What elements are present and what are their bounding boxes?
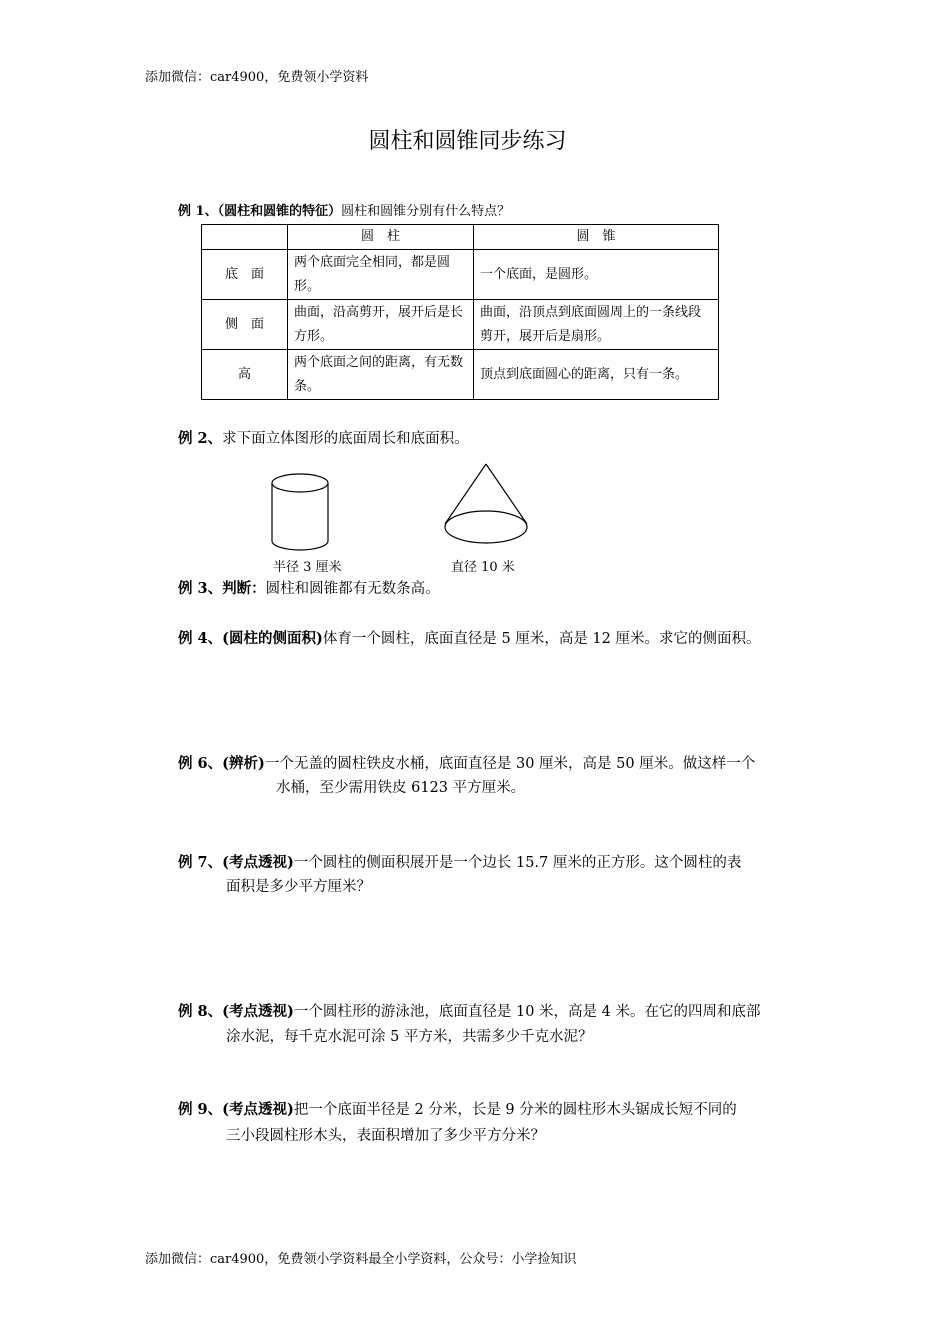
example-question: 体育一个圆柱，底面直径是 5 厘米，高是 12 厘米。求它的侧面积。 xyxy=(322,631,761,647)
example-3 xyxy=(178,576,440,602)
feature-table xyxy=(201,224,719,400)
example-9 xyxy=(178,1097,737,1123)
cone-caption: 直径 10 米 xyxy=(451,560,515,575)
example-topic: (考点透视) xyxy=(222,1003,294,1020)
example-topic: 判断： xyxy=(222,580,266,597)
cone-cell: 一个底面，是圆形。 xyxy=(474,250,719,300)
cone-figure xyxy=(440,460,534,554)
example-6 xyxy=(178,751,755,777)
example-question: 圆柱和圆锥分别有什么特点？ xyxy=(341,204,511,219)
example-label: 例 2、 xyxy=(178,430,223,447)
example-line-1: 把一个底面半径是 2 分米，长是 9 分米的圆柱形木头锯成长短不同的 xyxy=(293,1102,737,1118)
row-header: 高 xyxy=(202,350,288,400)
example-question: 圆柱和圆锥都有无数条高。 xyxy=(265,581,440,597)
table-row xyxy=(202,300,719,350)
example-topic: (辨析) xyxy=(222,755,265,772)
example-label: 例 3、 xyxy=(178,580,223,597)
example-label: 例 6、 xyxy=(178,755,223,772)
table-row xyxy=(202,350,719,400)
table-row xyxy=(202,250,719,300)
example-line-1: 一个圆柱的侧面积展开是一个边长 15.7 厘米的正方形。这个圆柱的表 xyxy=(293,855,742,871)
example-label: 例 4、 xyxy=(178,630,223,647)
example-question: 求下面立体图形的底面周长和底面积。 xyxy=(222,431,469,447)
table-header-cone: 圆 锥 xyxy=(474,225,719,250)
example-7-line-2: 面积是多少平方厘米？ xyxy=(226,879,371,895)
row-header: 侧 面 xyxy=(202,300,288,350)
example-line-1: 一个无盖的圆柱铁皮水桶，底面直径是 30 厘米，高是 50 厘米。做这样一个 xyxy=(264,756,756,772)
page-header: 添加微信：car4900，免费领小学资料 xyxy=(145,70,369,85)
table-header-row xyxy=(202,225,719,250)
example-topic: (考点透视) xyxy=(222,1101,294,1118)
example-label: 例 9、 xyxy=(178,1101,223,1118)
example-label: 例 7、 xyxy=(178,854,223,871)
page-title: 圆柱和圆锥同步练习 xyxy=(368,129,567,154)
example-2 xyxy=(178,426,469,452)
cylinder-figure xyxy=(265,460,345,554)
example-label: 例 8、 xyxy=(178,1003,223,1020)
example-topic: （圆柱和圆锥的特征） xyxy=(217,204,342,219)
example-4 xyxy=(178,626,761,652)
example-line-1: 一个圆柱形的游泳池，底面直径是 10 米，高是 4 米。在它的四周和底部 xyxy=(293,1004,761,1020)
example-8-line-2: 涂水泥，每千克水泥可涂 5 平方米，共需多少千克水泥？ xyxy=(226,1029,593,1045)
example-topic: (考点透视) xyxy=(222,854,294,871)
example-1 xyxy=(178,199,510,225)
cylinder-cell: 两个底面完全相同，都是圆形。 xyxy=(288,250,474,300)
example-7 xyxy=(178,850,741,876)
cone-cell: 顶点到底面圆心的距离，只有一条。 xyxy=(474,350,719,400)
example-6-line-2: 水桶，至少需用铁皮 6123 平方厘米。 xyxy=(276,780,526,796)
table-corner-cell xyxy=(202,225,288,250)
cone-cell: 曲面，沿顶点到底面圆周上的一条线段剪开，展开后是扇形。 xyxy=(474,300,719,350)
page-footer: 添加微信：car4900，免费领小学资料最全小学资料，公众号：小学捡知识 xyxy=(145,1252,577,1267)
example-topic: (圆柱的侧面积) xyxy=(222,630,323,647)
cylinder-cell: 两个底面之间的距离，有无数条。 xyxy=(288,350,474,400)
cylinder-cell: 曲面，沿高剪开，展开后是长方形。 xyxy=(288,300,474,350)
example-label: 例 1、 xyxy=(178,204,218,219)
row-header: 底 面 xyxy=(202,250,288,300)
table-header-cylinder: 圆 柱 xyxy=(288,225,474,250)
example-9-line-2: 三小段圆柱形木头，表面积增加了多少平方分米？ xyxy=(226,1128,545,1144)
cylinder-caption: 半径 3 厘米 xyxy=(273,560,342,575)
example-8 xyxy=(178,999,761,1025)
